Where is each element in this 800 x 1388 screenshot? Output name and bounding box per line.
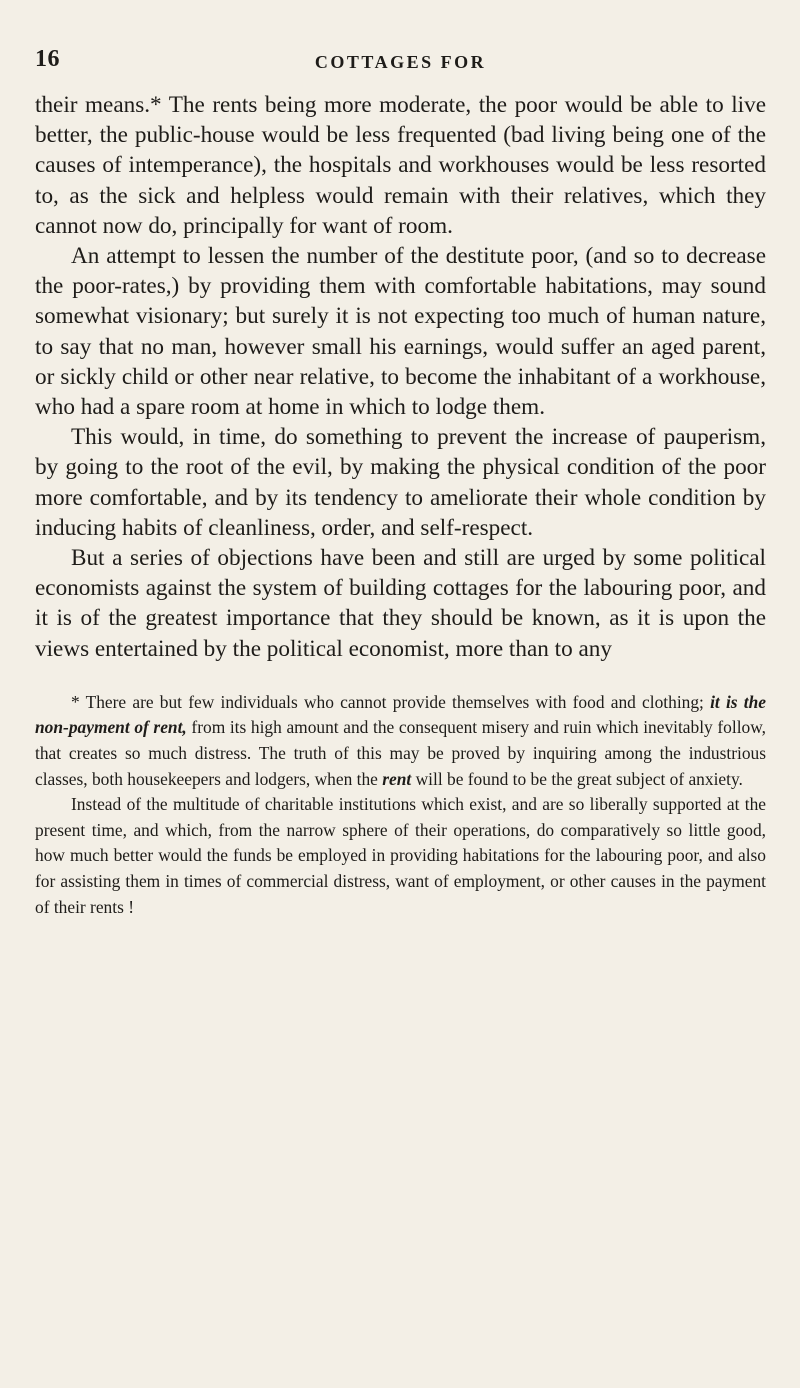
paragraph-1: their means.* The rents being more moderate, the poor would be able to live better, the public-house would be less frequented (bad living being one of the causes of intemperance), the hospitals and workhouses would be less resorted to, as the sick and helpless would remain with their relatives, which they cannot now do, principally for want of room.: [35, 92, 766, 239]
footnotes: [35, 690, 766, 920]
page-header: [35, 0, 766, 90]
paragraph-2: An attempt to lessen the number of the destitute poor, (and so to decrease the poor-rates,) by providing them with comfortable habitations, may sound somewhat visionary; but surely it is not expecting too much of human nature, to say that no man, however small his earnings, would suffer an aged parent, or sickly child or other near relative, to become the inhabitant of a workhouse, who had a spare room at home in which to lodge them.: [35, 243, 766, 421]
footnote-1-italic-a: it is the non-payment of rent,: [35, 691, 766, 738]
footnote-1-text-b: from its high amount and the consequent misery and ruin which inevitably follow, that creates so much distress. The truth of this may be proved by inquiring among the industrious classes, both housekeepers and lodgers, when the: [35, 717, 766, 789]
body-text: [35, 90, 766, 664]
footnote-1-text-c: will be found to be the great subject of anxiety.: [411, 768, 743, 789]
running-head: COTTAGES FOR: [314, 52, 487, 72]
paragraph-3: This would, in time, do something to prevent the increase of pauperism, by going to the root of the evil, by making the physical condition of the poor more comfortable, and by its tendency to ameliorate their whole condition by inducing habits of cleanliness, order, and self-respect.: [35, 424, 766, 541]
page-number: 16: [35, 46, 60, 72]
footnote-1-text-a: * There are but few individuals who cannot provide themselves with food and clothing;: [71, 691, 711, 712]
footnote-1: [35, 690, 766, 792]
paragraph-4: But a series of objections have been and still are urged by some political economists against the system of building cottages for the labouring poor, and it is of the greatest importance that they should be known, as it is upon the views entertained by the political economist, more than to any: [35, 545, 766, 662]
footnote-2: Instead of the multitude of charitable institutions which exist, and are so liberally supported at the present time, and which, from the narrow sphere of their operations, do comparatively so little good, how much better would the funds be employed in providing habitations for the labouring poor, and also for assisting them in times of commercial distress, want of employment, or other causes in the payment of their rents !: [35, 794, 766, 917]
footnote-1-italic-b: rent: [382, 768, 412, 789]
